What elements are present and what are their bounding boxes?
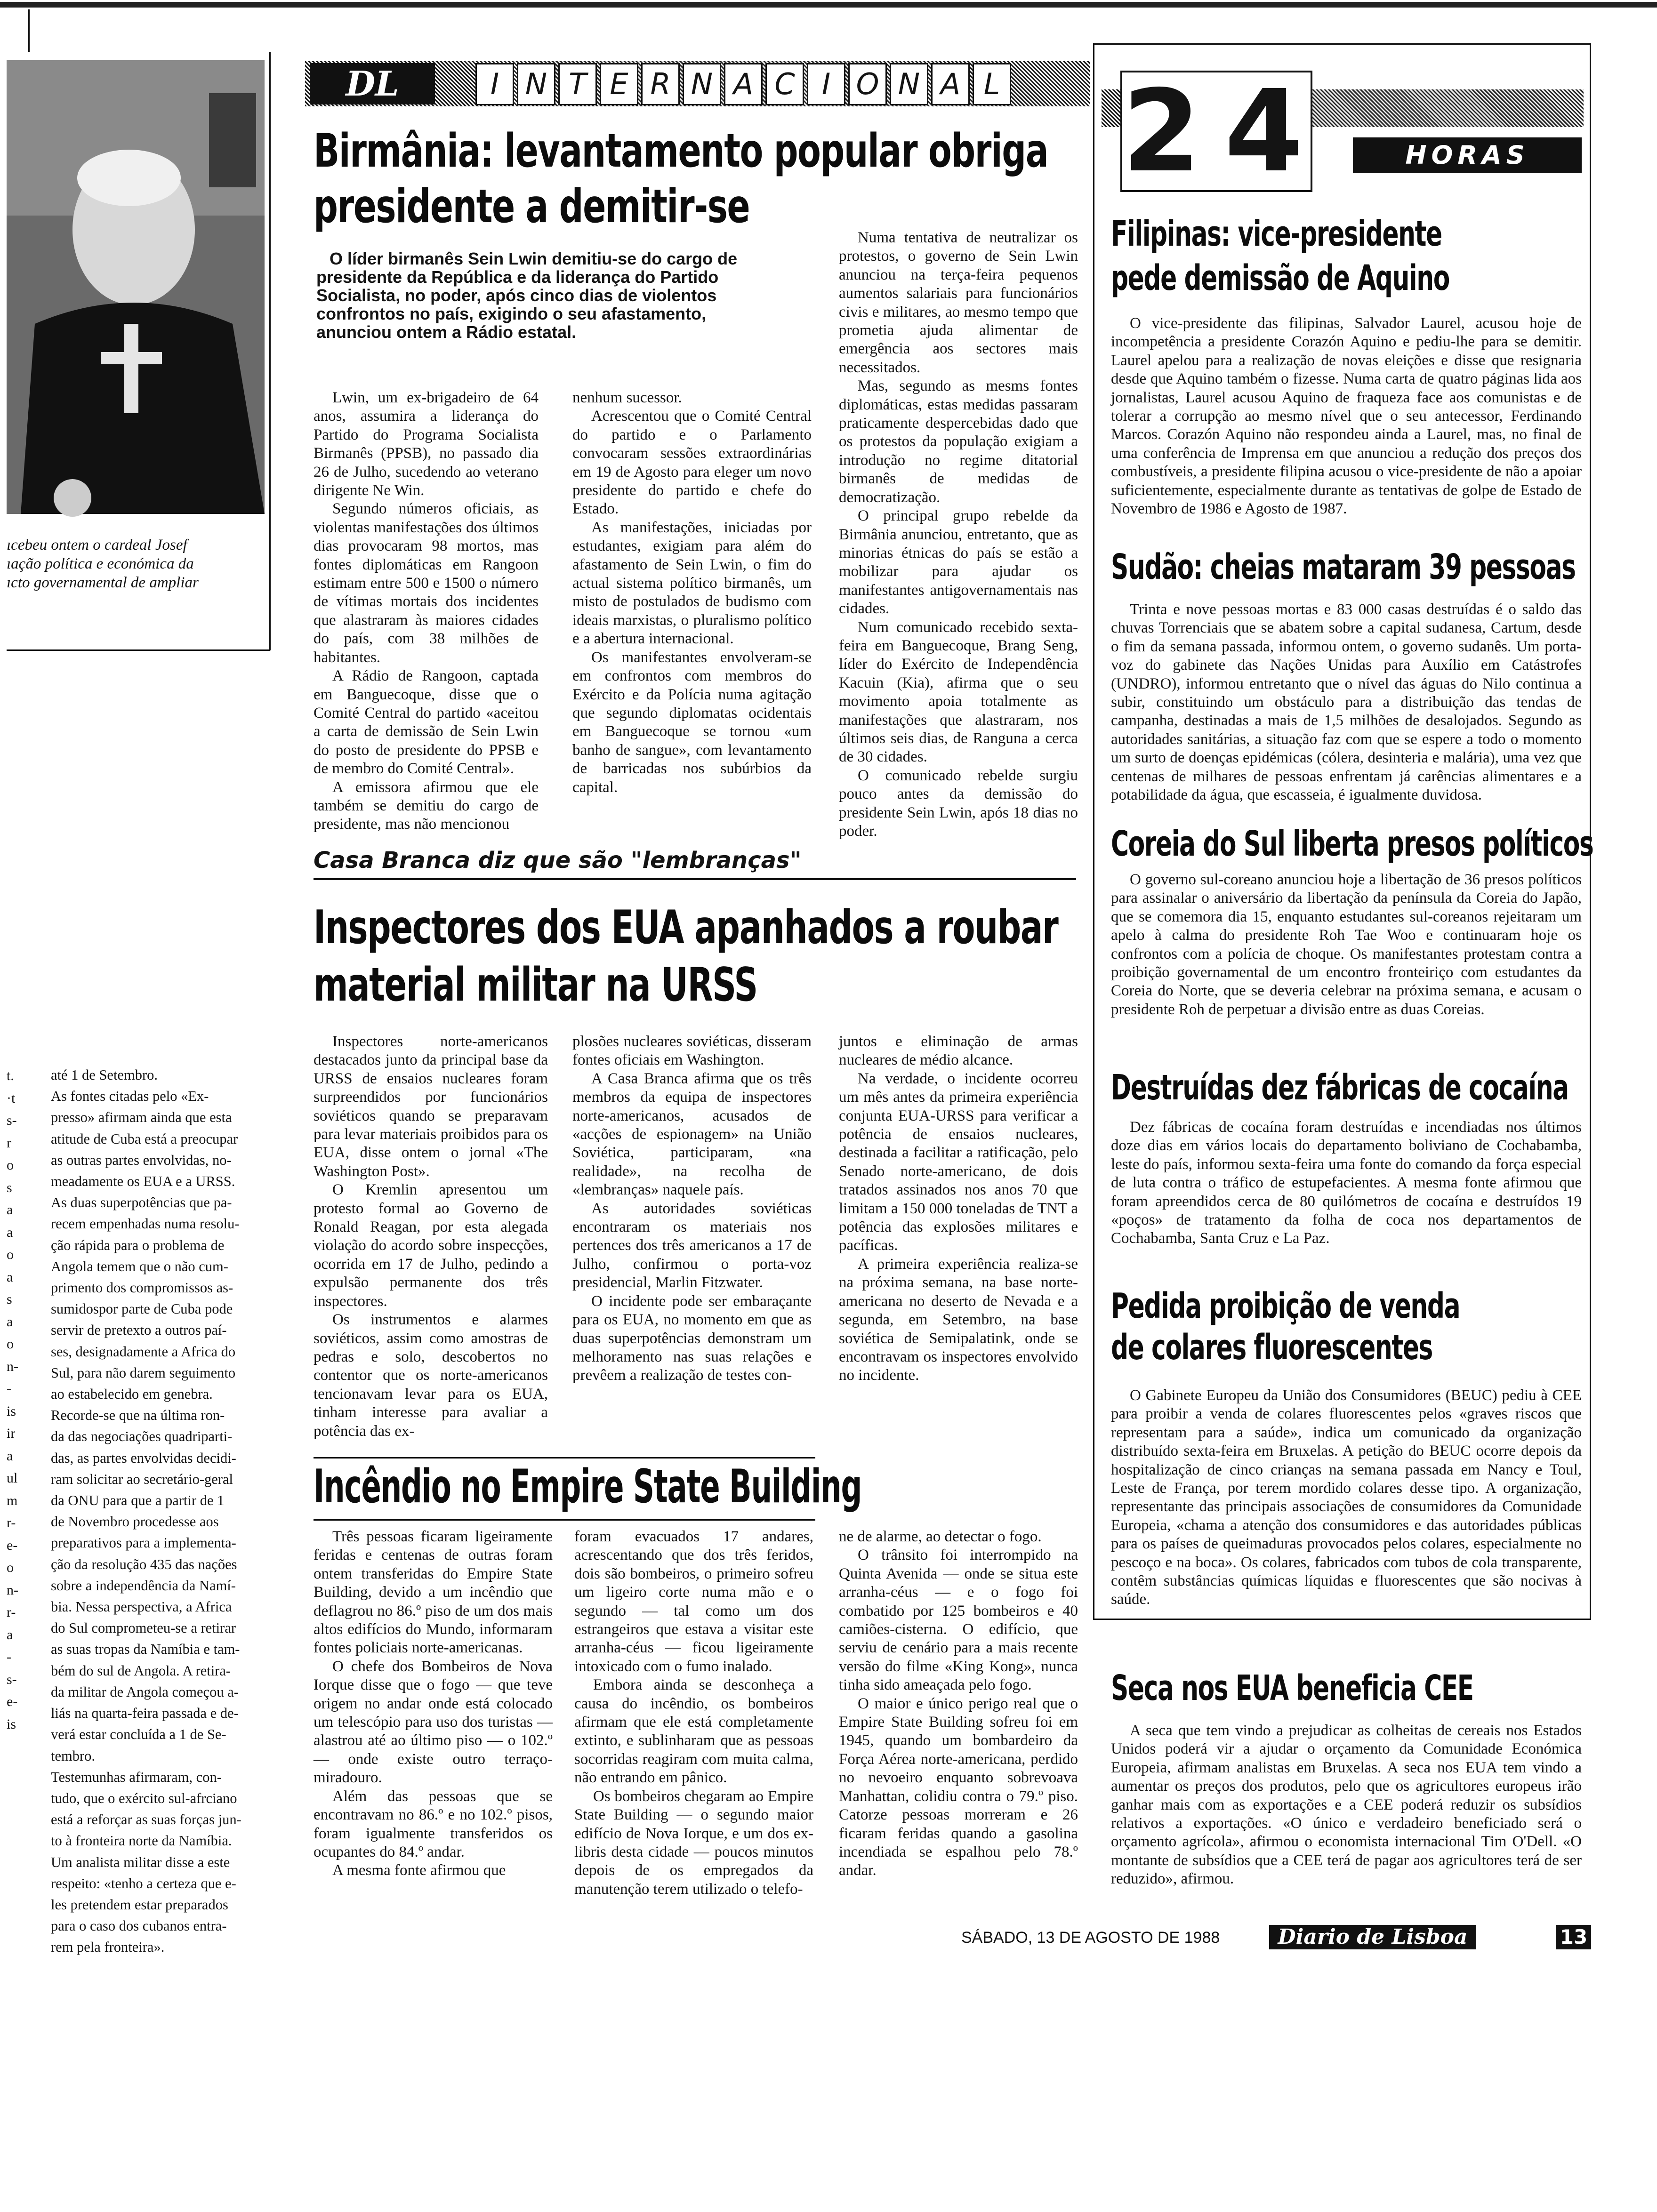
article-line: presso» afirmam ainda que esta [51, 1109, 232, 1126]
edge-letter: e- [7, 1537, 18, 1553]
article-line: ses, designadamente a Africa do [51, 1343, 236, 1360]
edge-letters-list [7, 1065, 30, 1735]
left-article-lines [51, 1065, 277, 1958]
article-line: Testemunhas afirmaram, con- [51, 1769, 222, 1785]
paragraph: Mas, segundo as mesms fontes diplomáticas, estas medidas passaram praticamente despercebidas dado que os protestos da população exigiam a introdução no regime ditatorial birmanês de medidas de democratização. [839, 377, 1078, 506]
edge-letter: n- [7, 1582, 18, 1598]
article-line: da ONU para que a partir de 1 [51, 1492, 225, 1509]
colares-headline-line1: Pedida proibição de venda [1111, 1286, 1460, 1326]
paragraph: O comunicado rebelde surgiu pouco antes da demissão do presidente Sein Lwin, após 18 dias no poder. [839, 767, 1078, 840]
paragraph: Os manifestantes envolveram-se em confrontos com membros do Exército e da Polícia numa agitação que segundo diplomatas ocidentais em Banguecoque se tornou «um banho de sangue», com levantamento de barricadas nos subúrbios da capital. [572, 649, 812, 796]
edge-letter: a [7, 1269, 13, 1285]
photo-illustration [7, 60, 265, 514]
edge-letter: s [7, 1179, 12, 1195]
urss-kicker-rule [314, 878, 1076, 880]
urss-headline-line1: Inspectores dos EUA apanhados a roubar [314, 901, 1058, 954]
article-line: atitude de Cuba está a preocupar [51, 1130, 238, 1147]
paragraph: nenhum sucessor. [572, 389, 682, 406]
paragraph: O chefe dos Bombeiros de Nova Iorque disse que o fogo — que teve origem no andar onde está colocado um telescópio para uso dos turistas — alastrou até ao último piso — o 102.º — onde existe outro terraço-miradouro. [314, 1658, 553, 1787]
paragraph: Numa tentativa de neutralizar os protestos, o governo de Sein Lwin anunciou na terça-feira pequenos aumentos salariais para funcionários civis e militares, ao mesmo tempo que prometia ajuda alimentar de emergência aos sectores mais necessitados. [839, 229, 1078, 376]
article-line: de Novembro procedesse aos [51, 1514, 219, 1530]
paragraph: O governo sul-coreano anunciou hoje a libertação de 36 presos políticos para assinalar o aniversário da libertação da península da Coreia do Japão, que se comemora dia 15, enquanto estudantes sul-coreanos rejeitaram um apelo à calma do presidente Roh Tae Woo e continuaram hoje os confrontos com a polícia de choque. Os manifestantes protestam contra a proibição governamental de um encontro fronteiriço com estudantes da Coreia do Norte, que se deveria celebrar na próxima semana, e acusam o presidente Roh de perpetuar a divisão entre as duas Coreias. [1111, 871, 1582, 1018]
section-title-letter: A [931, 63, 970, 105]
section-title-letter: A [724, 63, 763, 105]
section-logo: DL [310, 63, 435, 104]
paragraph: As autoridades soviéticas encontraram os materiais nos pertences dos três americanos a 17 de Julho, confirmou o porta-voz presidencial, Marlin Fitzwater. [572, 1200, 812, 1291]
article-line: Angola temem que o não cum- [51, 1258, 228, 1274]
left-margin-line [28, 9, 30, 52]
edge-letter: ·t [7, 1090, 16, 1106]
edge-letter: a [7, 1202, 13, 1218]
footer-date: SÁBADO, 13 DE AGOSTO DE 1988 [961, 1929, 1220, 1947]
left-article-column [51, 1065, 277, 1956]
edge-letter: o [7, 1247, 14, 1262]
article-line: das, as partes envolvidas decidi- [51, 1450, 236, 1466]
edge-letter: is [7, 1716, 16, 1732]
cocaina-body [1111, 1118, 1582, 1268]
paragraph: Inspectores norte-americanos destacados junto da principal base da URSS de ensaios nucleares foram surpreendidos por funcionários soviéticos quando se preparavam para levar materiais proibidos para os EUA, disse ontem o jornal «The Washington Post». [314, 1033, 548, 1180]
section-title-letter: T [558, 63, 597, 105]
burma-headline-line1: Birmânia: levantamento popular obriga [314, 124, 1048, 178]
filipinas-headline-line2: pede demissão de Aquino [1111, 258, 1449, 298]
photo-frame-bottom [7, 649, 270, 651]
edge-letter: a [7, 1448, 13, 1464]
edge-letter: m [7, 1492, 18, 1508]
edge-letter: a [7, 1627, 13, 1643]
colares-body [1111, 1387, 1582, 1647]
seca-headline: Seca nos EUA beneficia CEE [1111, 1668, 1473, 1708]
cocaina-headline: Destruídas dez fábricas de cocaína [1111, 1067, 1569, 1108]
paragraph: Lwin, um ex-brigadeiro de 64 anos, assumira a liderança do Partido do Programa Socialista Birmanês (PPSB), no passado dia 26 de Julho, sucedendo ao veterano dirigente Ne Win. [314, 389, 539, 499]
article-line: Sul, para não darem seguimento [51, 1364, 236, 1381]
urss-column-3 [839, 1033, 1078, 1470]
sudao-headline: Sudão: cheias mataram 39 pessoas [1111, 547, 1576, 587]
section-title-letter: N [683, 63, 721, 105]
article-line: sobre a independência da Namí- [51, 1577, 236, 1594]
photo-caption-line: ıação política e económica da [7, 555, 194, 572]
paragraph: As manifestações, iniciadas por estudantes, exigiam para além do afastamento de Sein Lwin, o fim do actual sistema político birmanês, um misto de postulados de budismo com ideais marxistas, o pluralismo político e a abertura internacional. [572, 519, 812, 648]
article-line: bia. Nessa perspectiva, a Africa [51, 1599, 232, 1615]
filipinas-headline-line1: Filipinas: vice-presidente [1111, 214, 1442, 254]
photo-caption-line: ıcto governamental de ampliar [7, 574, 199, 591]
paragraph: O Gabinete Europeu da União dos Consumidores (BEUC) pediu à CEE para proibir a venda de colares fluorescentes pelos «graves riscos que representam para a saúde», indica um comunicado da organização distribuído sexta-feira em Bruxelas. A petição do BEUC ocorre depois da hospitalização de cinco crianças na semana passada em Nancy e Toul, Leste de França, por terem mordido colares desse tipo. A organização, representante das principais associações de consumidores da Comunidade Europeia, «chama a atenção dos consumidores e das autoridades públicas para os países de queimaduras provocados pelos colares, especialmente no pescoço e na boca». Os colares, fabricados com tubos de cola transparente, contêm substâncias químicas líquidas e fluorescentes que são nocivas à saúde. [1111, 1387, 1582, 1608]
article-line: recem empenhadas numa resolu- [51, 1216, 240, 1232]
edge-letter: e- [7, 1694, 18, 1709]
edge-letter: n- [7, 1358, 18, 1374]
article-line: está a reforçar as suas forças jun- [51, 1811, 241, 1828]
article-line: rem pela fronteira». [51, 1939, 165, 1956]
colares-headline-line2: de colares fluorescentes [1111, 1327, 1432, 1368]
section-title-letter: I [807, 63, 845, 105]
paragraph: foram evacuados 17 andares, acrescentando que dos três feridos, dois são bombeiros, o primeiro sofreu um ligeiro corte numa mão e o segundo — tal como um dos estrangeiros que estava a visitar este arranha-céus — ficou ligeiramente intoxicado com o fumo inalado. [574, 1528, 813, 1675]
article-line: primento dos compromissos as- [51, 1280, 233, 1296]
article-line: ção rápida para o problema de [51, 1237, 225, 1253]
edge-letter: s [7, 1291, 12, 1307]
edge-letter: t. [7, 1068, 14, 1083]
urss-column-1 [314, 1033, 548, 1451]
article-line: sumidospor parte de Cuba pode [51, 1301, 233, 1317]
article-line: bém do sul de Angola. A retira- [51, 1662, 231, 1679]
paragraph: Na verdade, o incidente ocorreu um mês antes da primeira experiência conjunta EUA-URSS para verificar a potência de ensaios nucleares, destinada a facilitar a ratificação, pelo Senado norte-americano, de dois tratados assinados nos anos 70 que limitam a 150 000 toneladas de TNT a potência das explosões militares e pacíficas. [839, 1070, 1078, 1254]
edge-letter: o [7, 1560, 14, 1575]
photo-cardinal [7, 60, 265, 514]
paragraph: A mesma fonte afirmou que [332, 1862, 506, 1879]
paragraph: Num comunicado recebido sexta-feira em Banguecoque, Brang Seng, líder do Exército de Independência Kacuin (Kia), afirma que o seu movimento apoia totalmente as manifestações que alastraram, nos últimos seis dias, de Ranguna a cerca de 30 cidades. [839, 618, 1078, 766]
edge-letter: ir [7, 1426, 16, 1441]
empire-headline: Incêndio no Empire State Building [314, 1460, 862, 1514]
section-title-letter: O [848, 63, 887, 105]
article-line: as outras partes envolvidas, no- [51, 1152, 232, 1168]
article-line: verá estar concluída a 1 de Se- [51, 1726, 226, 1743]
edge-letter: - [7, 1649, 11, 1665]
section-title-letter: N [517, 63, 555, 105]
photo-frame-right [269, 52, 271, 650]
section-title-letters [475, 67, 1014, 101]
section-title-letter: L [973, 63, 1011, 105]
urss-kicker: Casa Branca diz que são "lembranças" [314, 847, 802, 874]
paragraph: O principal grupo rebelde da Birmânia anunciou, entretanto, que as minorias étnicas do país se estão a mobilizar para ajudar os manifestantes antigovernamentais nas cidades. [839, 507, 1078, 617]
article-line: preparativos para a implementa- [51, 1535, 236, 1551]
photo-caption [7, 536, 265, 592]
coreia-body [1111, 871, 1582, 1054]
edge-letter: ul [7, 1470, 18, 1486]
article-line: até 1 de Setembro. [51, 1067, 158, 1083]
empire-headline-rule [314, 1519, 815, 1521]
paragraph: A primeira experiência realiza-se na próxima semana, na base norte-americana no deserto de Nevada e a segunda, em Setembro, na base soviética de Semipalatink, onde se encontravam os inspectores envolvido no incidente. [839, 1255, 1078, 1384]
paragraph: Segundo números oficiais, as violentas manifestações dos últimos dias provocaram 98 mortos, mas fontes diplomáticas em Rangoon estimam entre 500 e 1500 o número de vítimas mortais dos incidentes que alastraram às maiores cidades do país, com 38 milhões de habitantes. [314, 500, 539, 666]
paragraph: O incidente pode ser embaraçante para os EUA, no momento em que as duas superpotências demonstram um melhoramento nas suas relações e prevêem a realização de testes con- [572, 1292, 812, 1384]
empire-column-3 [839, 1528, 1078, 1942]
paragraph: O Kremlin apresentou um protesto formal ao Governo de Ronald Reagan, por esta alegada violação do acordo sobre inspecções, ocorrida em 17 de Julho, pedindo a expulsão permanente dos três inspectores. [314, 1181, 548, 1310]
section-title-letter: R [641, 63, 680, 105]
article-line: ram solicitar ao secretário-geral [51, 1471, 233, 1487]
burma-column-2 [572, 389, 812, 826]
urss-column-2 [572, 1033, 812, 1451]
paragraph: Dez fábricas de cocaína foram destruídas e incendiadas nos últimos doze dias em vários locais do departamento boliviano de Cochabamba, leste do país, informou sexta-feira uma fonte do comando da força especial de luta contra o tráfico de estupefacientes. A mesma fonte afirmou que foram apreendidos cerca de 80 quilómetros de cocaína e destruídos 19 «poços» de tratamento da folha de coca nos departamentos de Cochabamba, Santa Cruz e La Paz. [1111, 1119, 1582, 1247]
left-edge-letters [7, 1065, 30, 1912]
horas-label: HORAS [1353, 137, 1582, 173]
section-title-letter: N [890, 63, 928, 105]
edge-letter: - [7, 1381, 11, 1396]
article-line: Um analista militar disse a este [51, 1854, 230, 1870]
article-line: les pretendem estar preparados [51, 1896, 228, 1913]
section-title-letter: C [765, 63, 804, 105]
coreia-headline: Coreia do Sul liberta presos políticos [1111, 824, 1593, 864]
burma-lede: O líder birmanês Sein Lwin demitiu-se do cargo de presidente da República e da liderança do Partido Socialista, no poder, após cinco dias de violentos confrontos no país, exigindo o seu afastamento, anunciou ontem a Rádio estatal. [316, 249, 738, 342]
paragraph: A Casa Branca afirma que os três membros da equipa de inspectores norte-americanos, acusados de «acções de espionagem» na União Soviética, participaram, «na realidade», na recolha de «lembranças» naquele país. [572, 1070, 812, 1199]
edge-letter: is [7, 1403, 16, 1419]
article-line: tembro. [51, 1747, 96, 1764]
article-line: respeito: «tenho a certeza que e- [51, 1875, 236, 1891]
article-line: ção da resolução 435 das nações [51, 1556, 237, 1572]
paragraph: Os instrumentos e alarmes soviéticos, assim como amostras de pedras e solo, descobertos no contentor que os norte-americanos tencionavam levar para os EUA, tinham interesse para avaliar a potência das ex- [314, 1311, 548, 1440]
paragraph: A seca que tem vindo a prejudicar as colheitas de cereais nos Estados Unidos poderá vir a ajudar o orçamento da Comunidade Económica Europeia, afirmam analistas em Bruxelas. A seca nos EUA tem vindo a aumentar os preços dos produtos, pelo que os agricultores europeus irão ganhar mais com as exportações e a CEE poderá reduzir os subsídios relativos a exportações. «O único e verdadeiro beneficiado será o orçamento agrícola», afirmou o economista internacional Tim O'Dell. «O montante de subsídios que a CEE terá de pagar aos agricultores terá de ser reduzido», afirmou. [1111, 1722, 1582, 1888]
empire-top-rule [314, 1457, 815, 1459]
paragraph: Três pessoas ficaram ligeiramente feridas e centenas de outras foram ontem transferidas do Empire State Building, devido a um incêndio que deflagrou no 86.º piso de um dos mais altos edifícios do Mundo, informaram fontes policiais norte-americanas. [314, 1528, 553, 1657]
edge-letter: a [7, 1224, 13, 1240]
paragraph: juntos e eliminação de armas nucleares de médio alcance. [839, 1033, 1078, 1069]
filipinas-body [1111, 314, 1582, 551]
article-line: para o caso dos cubanos entra- [51, 1918, 227, 1934]
edge-letter: s- [7, 1671, 17, 1687]
burma-column-1 [314, 389, 539, 833]
article-line: Recorde-se que na última ron- [51, 1407, 225, 1424]
burma-headline-line2: presidente a demitir-se [314, 180, 750, 233]
section-title [475, 63, 1014, 105]
paragraph: Além das pessoas que se encontravam no 86.º e no 102.º pisos, foram igualmente transferidos os ocupantes do 84.º andar. [314, 1787, 553, 1860]
article-line: da militar de Angola começou a- [51, 1683, 239, 1700]
paragraph: A Rádio de Rangoon, captada em Banguecoque, disse que o Comité Central do partido «aceitou a carta de demissão de Sein Lwin do posto de presidente do PPSB e de membro do Comité Central». [314, 667, 539, 777]
burma-column-3 [839, 229, 1078, 869]
edge-letter: r- [7, 1604, 16, 1620]
article-line: meadamente os EUA e a URSS. [51, 1173, 235, 1190]
paragraph: A emissora afirmou que ele também se demitiu do cargo de presidente, mas não mencionou [314, 778, 539, 833]
article-line: do Sul comprometeu-se a retirar [51, 1620, 236, 1636]
paragraph: O trânsito foi interrompido na Quinta Avenida — onde se situa este arranha-céus — e o fogo foi combatido por 125 bombeiros e 40 camiões-cisterna. O edifício, que serviu de cenário para a mais recente versão do filme «King Kong», nunca tinha sido ameaçada pelo fogo. [839, 1547, 1078, 1694]
article-line: liás na quarta-feira passada e de- [51, 1705, 239, 1722]
edge-letter: r [7, 1135, 11, 1151]
24-number: 24 [1120, 71, 1312, 192]
article-line: servir de pretexto a outros paí- [51, 1322, 227, 1338]
article-line: As fontes citadas pelo «Ex- [51, 1088, 209, 1105]
seca-body [1111, 1722, 1582, 1909]
paragraph: Os bombeiros chegaram ao Empire State Building — o segundo maior edifício de Nova Iorque, e um dos ex-libris desta cidade — poucos minutos depois de os empregados da manutenção terem utilizado o telefo- [574, 1787, 813, 1898]
edge-letter: a [7, 1314, 13, 1330]
article-line: ao estabelecido em genebra. [51, 1386, 213, 1403]
section-title-letter: E [600, 63, 638, 105]
paragraph: O vice-presidente das filipinas, Salvador Laurel, acusou hoje de incompetência a presidente Corazón Aquino e pediu-lhe para se demitir. Laurel apelou para a realização de novas eleições e disse que resignaria desde que Aquino também o fizesse. Numa carta de quatro páginas lida aos jornalistas, Laurel acusou Aquino de fraqueza face aos comunistas e de tolerar a corrupção ao mesmo nível que o seu antecessor, Ferdinando Marcos. Corazón Aquino não respondeu ainda a Laurel, mas, no final de uma conferência de Imprensa em que anunciou a redução dos preços dos combustíveis, a presidente filipina acusou o vice-presidente de não a apoiar suficientemente, especialmente durante as tentativas de golpe de Estado de Novembro de 1986 e Agosto de 1987. [1111, 315, 1582, 518]
paragraph: O maior e único perigo real que o Empire State Building sofreu foi em 1945, quando um bombardeiro da Força Aérea norte-americana, perdido no nevoeiro enquanto sobrevoava Manhattan, colidiu contra o 79.º piso. Catorze pessoas morreram e 26 ficaram feridas quando a gasolina incendiada se espalhou pelo 78.º andar. [839, 1695, 1078, 1879]
article-line: as suas tropas da Namíbia e tam- [51, 1641, 240, 1658]
paragraph: Trinta e nove pessoas mortas e 83 000 casas destruídas é o saldo das chuvas Torrenciais que se abatem sobre a capital sudanesa, Cartum, desde o fim da semana passada, informou ontem, o governo sudanês. Um porta-voz do gabinete das Nações Unidas para Auxílio em Catástrofes (UNDRO), informou entretanto que o nível das águas do Nilo continua a subir, constituindo um obstáculo para a distribuição das tendas de campanha, destinadas a mais de 1,5 milhões de desalojados. Segundo as autoridades sanitárias, a situação faz com que se espere a todo o momento um surto de doenças epidémicas (cólera, desinteria e malária), uma vez que centenas de milhares de pessoas enfrentam já carências alimentares e a potabilidade da água, que escasseia, é igualmente duvidosa. [1111, 601, 1582, 804]
edge-letter: r- [7, 1515, 16, 1531]
article-line: to à fronteira norte da Namíbia. [51, 1833, 232, 1849]
footer-page-number: 13 [1556, 1925, 1591, 1949]
paragraph: plosões nucleares soviéticas, disseram fontes oficiais em Washington. [572, 1033, 812, 1069]
edge-letter: o [7, 1157, 14, 1173]
paragraph: Acrescentou que o Comité Central do partido e o Parlamento convocaram sessões extraordinárias em 19 de Agosto para eleger um novo presidente do partido e chefe do Estado. [572, 408, 812, 518]
empire-column-1 [314, 1528, 553, 1937]
top-rule [0, 2, 1657, 8]
photo-caption-line: ıcebeu ontem o cardeal Josef [7, 537, 187, 553]
urss-headline-line2: material militar na URSS [314, 958, 757, 1012]
footer-masthead: Diario de Lisboa [1269, 1925, 1476, 1949]
edge-letter: s- [7, 1113, 17, 1128]
article-line: da das negociações quadriparti- [51, 1428, 233, 1445]
sudao-body [1111, 601, 1582, 824]
empire-column-2 [574, 1528, 813, 1937]
paragraph: Embora ainda se desconheça a causa do incêndio, os bombeiros afirmam que ele está completamente extinto, e sublinharam que as pessoas socorridas reagiram com muita calma, não entrando em pânico. [574, 1676, 813, 1787]
section-title-letter: I [475, 63, 514, 105]
paragraph: ne de alarme, ao detectar o fogo. [839, 1528, 1042, 1545]
article-line: As duas superpotências que pa- [51, 1194, 232, 1211]
article-line: tudo, que o exército sul-afrciano [51, 1790, 237, 1806]
edge-letter: o [7, 1336, 14, 1352]
